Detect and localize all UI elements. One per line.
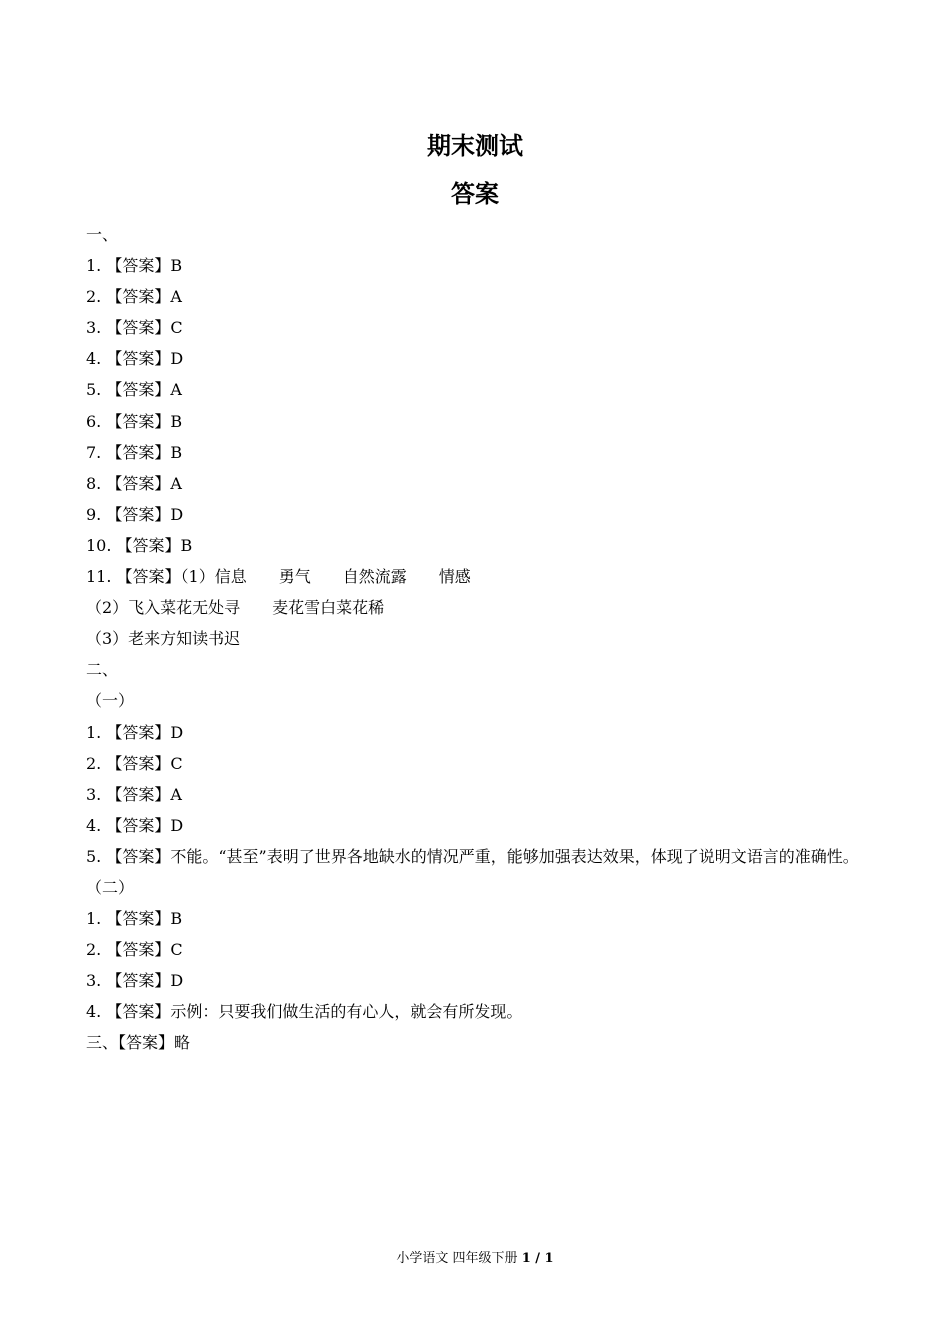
answer-line: 8. 【答案】A (86, 473, 182, 493)
answer-line: 11. 【答案】（1）信息 勇气 自然流露 情感 (86, 567, 471, 587)
page-title: 期末测试 (427, 132, 523, 160)
answer-line: 1. 【答案】B (86, 909, 183, 929)
answer-line: 4. 【答案】D (86, 815, 184, 835)
answer-line: 2. 【答案】A (86, 287, 182, 307)
page-number: 1 / 1 (521, 1251, 554, 1266)
section-heading: 一、 (86, 225, 119, 244)
page-subtitle: 答案 (451, 180, 499, 208)
answer-line: 9. 【答案】D (86, 504, 184, 524)
answer-line: 1. 【答案】D (86, 722, 184, 742)
answer-line: 2. 【答案】C (86, 940, 183, 960)
answer-line: 4. 【答案】D (86, 349, 184, 369)
footer-text: 小学语文 四年级下册 (396, 1251, 518, 1266)
answer-line: 10. 【答案】B (86, 535, 193, 555)
answer-line: 3. 【答案】D (86, 971, 184, 991)
answer-line: （2）飞入菜花无处寻 麦花雪白菜花稀 (86, 598, 385, 618)
answer-line: 7. 【答案】B (86, 442, 183, 462)
subsection-heading: （一） (86, 691, 135, 711)
answer-line: 5. 【答案】A (86, 380, 182, 400)
answer-line: （3）老来方知读书迟 (86, 629, 241, 649)
answer-list (86, 219, 872, 1059)
page-footer (0, 1247, 950, 1266)
answer-line: 6. 【答案】B (86, 411, 183, 431)
section-heading: 三、【答案】略 (86, 1033, 191, 1053)
answer-line: 3. 【答案】A (86, 784, 182, 804)
section-heading: 二、 (86, 660, 119, 680)
answer-line: 4. 【答案】示例：只要我们做生活的有心人，就会有所发现。 (86, 1002, 523, 1022)
answer-line: 1. 【答案】B (86, 256, 183, 276)
answer-paragraph: 5. 【答案】不能。“甚至”表明了世界各地缺水的情况严重，能够加强表达效果，体现了说明文语言的准确性。 (86, 846, 859, 866)
subsection-heading: （二） (86, 877, 135, 897)
answer-line: 3. 【答案】C (86, 318, 183, 338)
answer-line: 2. 【答案】C (86, 753, 183, 773)
